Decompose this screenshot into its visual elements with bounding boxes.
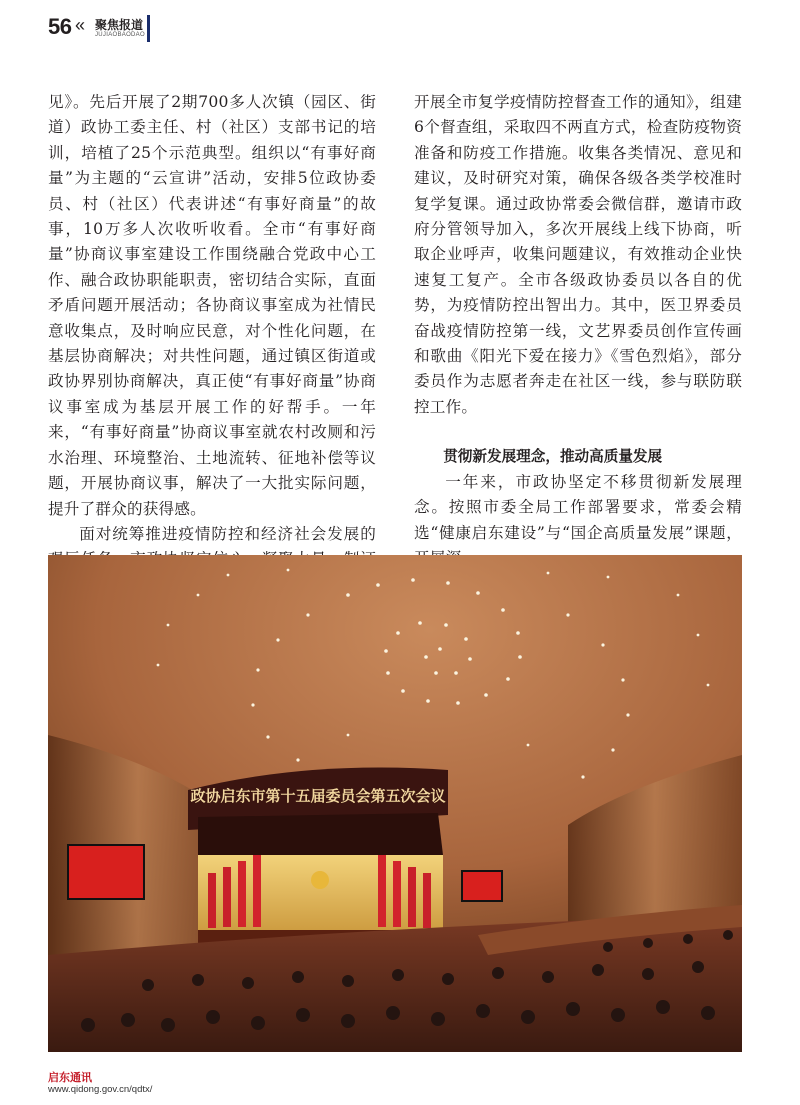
page-footer [48,1071,152,1096]
photo-illustration [48,555,742,1052]
left-paragraph-1: 见》。先后开展了2期700多人次镇（园区、街道）政协工委主任、村（社区）支部书记的培训，培植了25个示范典型。组织以“有事好商量”为主题的“云宣讲”活动，安排5位政协委员、村（社区）代表讲述“有事好商量”的故事，10万多人次收听收看。全市“有事好商量”协商议事室建设工作围绕融合党政中心工作、融合政协职能职责，密切结合实际，直面矛盾问题开展活动；各协商议事室成为社情民意收集点，及时响应民意，对个性化问题，在基层协商解决；对共性问题，通过镇区街道或政协界别协商解决，真正使“有事好商量”协商议事室成为基层开展工作的好帮手。一年来，“有事好商量”协商议事室就农村改厕和污水治理、环境整治、土地流转、征地补偿等议题，开展协商议事，解决了一大批实际问题，提升了群众的获得感。 [48,93,376,518]
section-pinyin: JUJIAOBAODAO [95,32,145,38]
section-heading: 贯彻新发展理念，推动高质量发展 [443,448,663,466]
right-column [414,90,742,571]
right-paragraph-1: 开展全市复学疫情防控督查工作的通知》，组建6个督查组，采取四不两直方式，检查防疫物资准备和防疫工作措施。收集各类情况、意见和建议，及时研究对策，确保各级各类学校准时复学复课。通过政协常委会微信群，邀请市政府分管领导加入，多次开展线上线下协商，听取企业呼声，收集问题建议，有效推动企业快速复工复产。全市各级政协委员以各自的优势，为疫情防控出智出力。其中，医卫界委员奋战疫情防控第一线，文艺界委员创作宣传画和歌曲《阳光下爱在接力》《雪色烈焰》，部分委员作为志愿者奔走在社区一线，参与联防联控工作。 [414,93,742,416]
hall-banner-text: 政协启东市第十五届委员会第五次会议 [190,787,446,805]
paragraph-gap [414,420,742,444]
left-paragraph-2: 面对统筹推进疫情防控和经济社会发展的 [79,524,376,543]
footer-brand: 启东通讯 [48,1071,92,1084]
section-title: 聚焦报道 [95,18,144,32]
conference-hall-photo [48,555,742,1052]
right-paragraph-2: 一年来，市政协坚定不移贯彻新发展理念。按照市委全局工作部署要求，常委会精选“健康启东建设”与“国企高质量发展”课题， [414,472,742,542]
left-column [48,90,376,598]
header-accent-bar [147,15,150,42]
double-chevron-icon: « [75,15,86,35]
footer-url[interactable]: www.qidong.gov.cn/qdtx/ [48,1084,153,1095]
page-number: 56 [48,14,72,39]
